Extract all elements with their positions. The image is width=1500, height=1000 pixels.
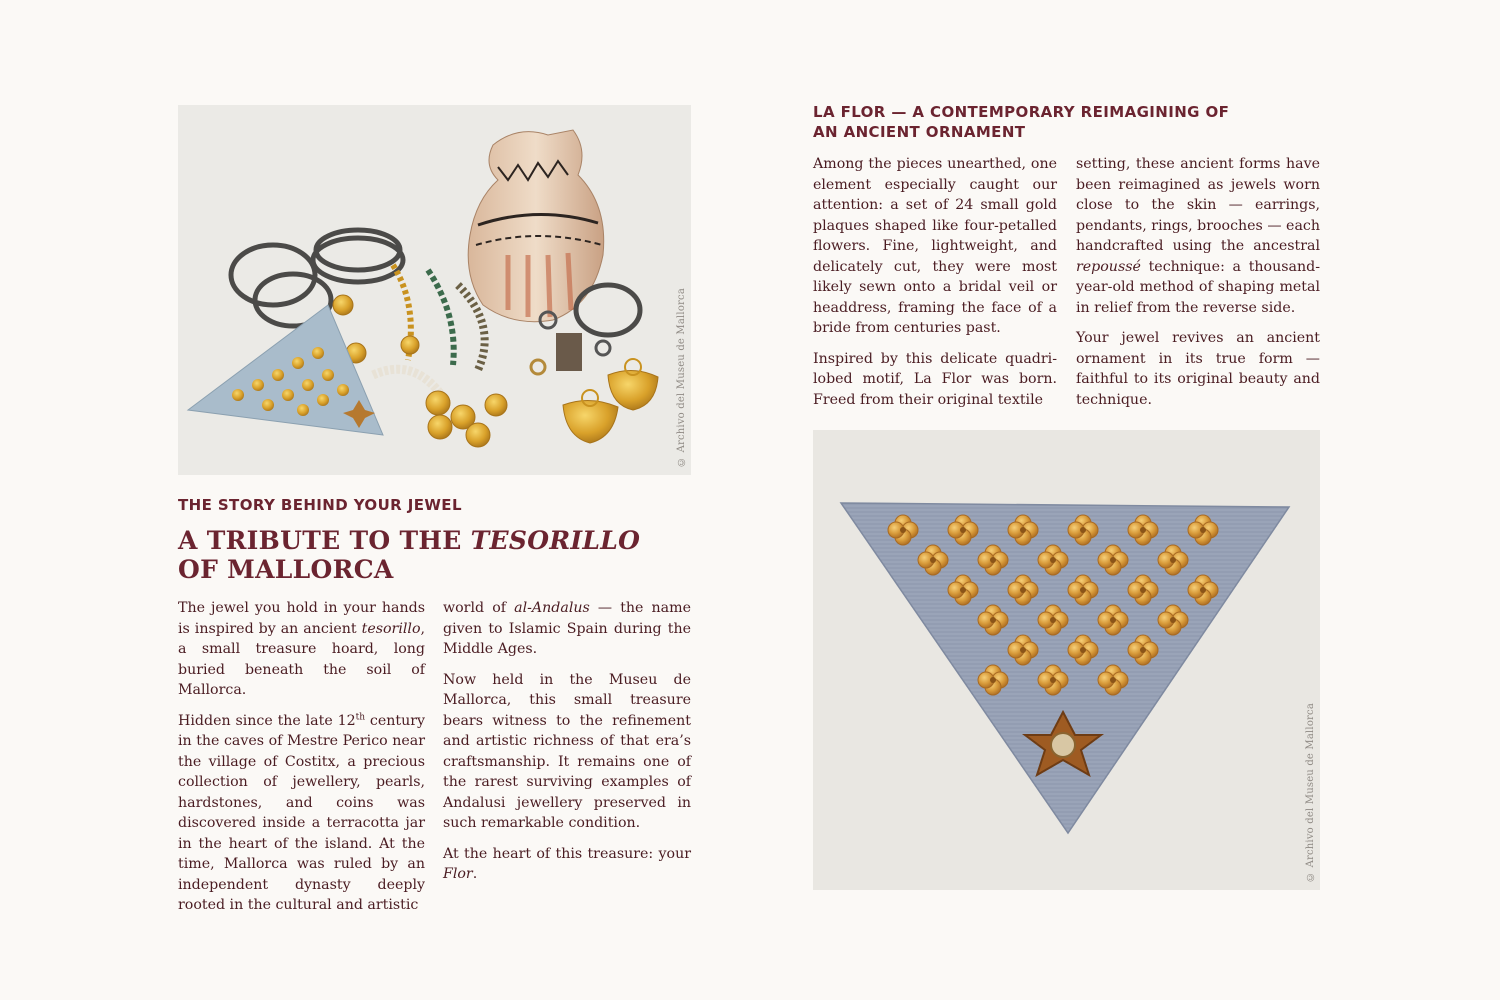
text-column-1: [178, 598, 425, 926]
text-run: setting, these ancient forms have been reimagined as jewels worn close to the skin — earrings, pendants, rings, brooches — each handcrafted using the ancestral: [1076, 156, 1320, 254]
paragraph: [443, 598, 691, 660]
gold-earrings: [563, 359, 658, 443]
text-run: Hidden since the late 12: [178, 712, 356, 729]
photo-credit-left: © Archivo del Museu de Mallorca: [676, 288, 687, 467]
italic-run: tesorillo: [361, 620, 421, 637]
photo-credit-right: © Archivo del Museu de Mallorca: [1305, 703, 1316, 882]
section-kicker-right: LA FLOR — A CONTEMPORARY REIMAGINING OF AN ANCIENT ORNAMENT: [813, 103, 1230, 141]
text-run: At the heart of this treasure: your: [443, 845, 691, 862]
text-run: , a small treasure hoard, long buried beneath the soil of Mallorca.: [178, 620, 425, 698]
treasure-hoard-illustration: [178, 105, 691, 475]
textile-triangle: [841, 503, 1289, 833]
text-run: world of: [443, 600, 515, 616]
italic-run: Flor: [443, 866, 473, 882]
paragraph: [443, 844, 691, 885]
text-column-2: [443, 598, 691, 895]
text-column-4: [1076, 154, 1320, 420]
paragraph: Inspired by this delicate quadrilobed motif, La Flor was born. Freed from their original textile: [813, 350, 1057, 408]
italic-run: al-Andalus: [514, 600, 590, 616]
text-run: century in the caves of Mestre Perico near the village of Costitx, a precious collection of jewellery, pearls, hardstones, and coins was discovered inside a terracotta jar in the heart of the island. At the time, Mallorca was ruled by an independent dynasty deeply rooted in the cultural and artistic: [178, 712, 426, 913]
text-run: .: [472, 866, 478, 882]
title-line1-part-a: A TRIBUTE TO THE: [178, 526, 471, 555]
paragraph: [178, 711, 425, 916]
section-kicker-left: THE STORY BEHIND YOUR JEWEL: [178, 496, 462, 514]
text-run: technique: a thousand-year-old method of shaping metal in relief from the reverse side.: [1076, 258, 1320, 316]
treasure-hoard-photo: [178, 105, 691, 475]
title-line2: OF MALLORCA: [178, 555, 394, 584]
paragraph: [1076, 154, 1320, 318]
text-column-3: [813, 154, 1057, 420]
textile-plaques-photo: [813, 430, 1320, 890]
paragraph: Now held in the Museu de Mallorca, this small treasure bears witness to the refinement and artistic richness of that era’s craftsmanship. It remains one of the rarest surviving examples of Andalusi jewellery preserved in such remarkable condition.: [443, 671, 691, 831]
paragraph: [178, 598, 425, 701]
bead-necklaces: [373, 265, 485, 405]
title-line1-emphasis: TESORILLO: [470, 526, 641, 555]
superscript: th: [355, 711, 366, 722]
text-run: — the name given to Islamic Spain during the Middle Ages.: [443, 600, 691, 657]
italic-run: repoussé: [1076, 258, 1141, 275]
page-title: [178, 526, 640, 584]
text-run: The jewel you hold in your hands is inspired by an ancient: [178, 600, 425, 637]
paragraph: Among the pieces unearthed, one element especially caught our attention: a set of 24 small gold plaques shaped like four-petalled flowers. Fine, lightweight, and delicately cut, they were most likely sewn onto a bridal veil or headdress, framing the face of a bride from centuries past.: [813, 156, 1057, 336]
textile-triangle-illustration: [813, 430, 1320, 890]
paragraph: Your jewel revives an ancient ornament in its true form — faithful to its original beauty and technique.: [1076, 330, 1320, 408]
